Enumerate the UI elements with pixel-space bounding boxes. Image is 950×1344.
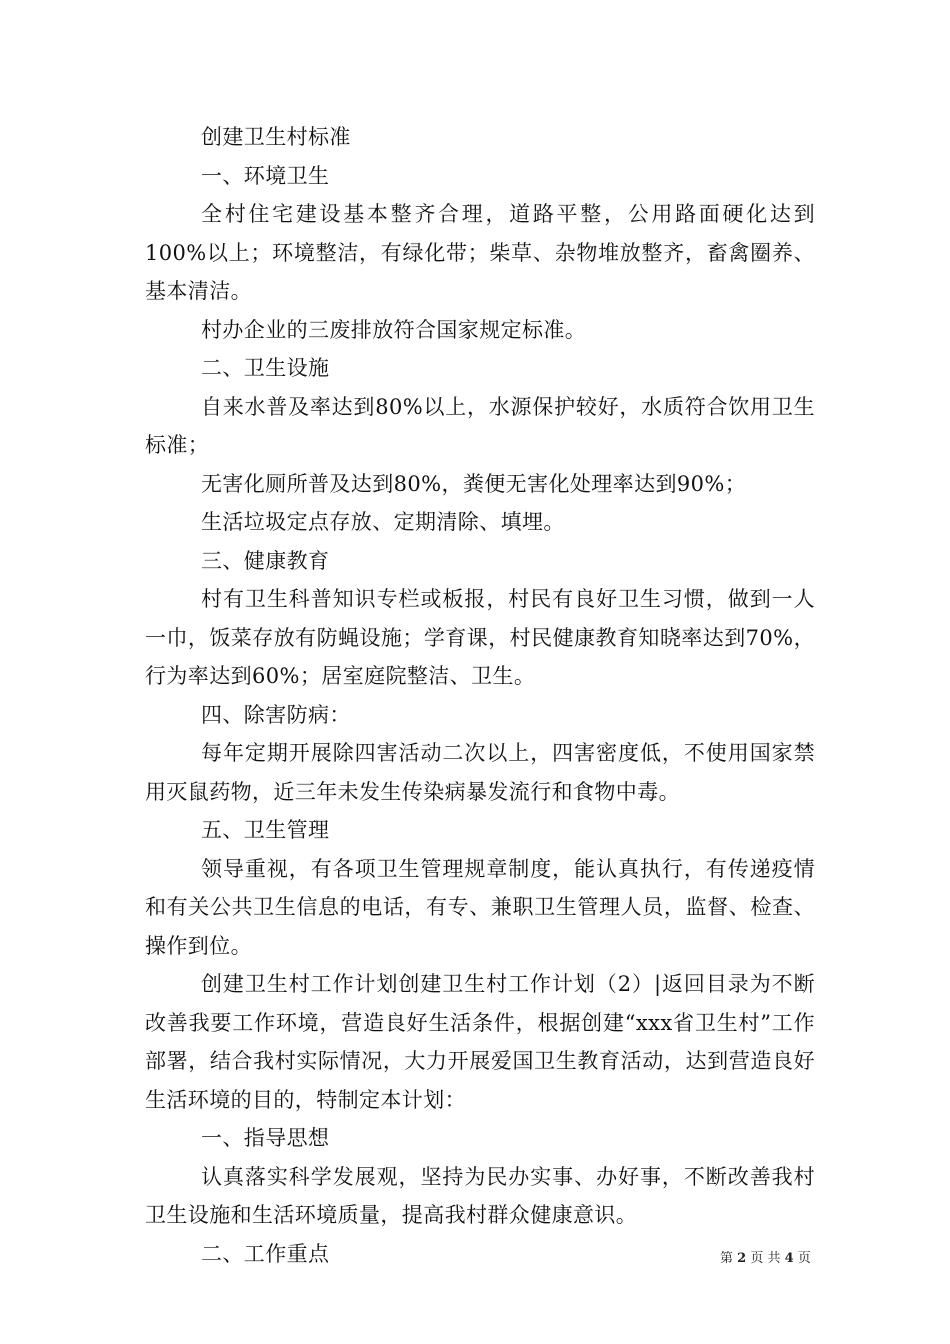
paragraph-work-plan-intro: 创建卫生村工作计划创建卫生村工作计划（2）|返回目录为不断改善我要工作环境，营造良好生活条件，根据创建“xxx省卫生村”工作部署，结合我村实际情况，大力开展爱国卫生教育活动，达到营造良好生活环境的目的，特制定本计划： (145, 972, 815, 1112)
section-heading-environment: 一、环境卫生 (201, 163, 330, 188)
section-heading-guiding-ideology: 一、指导思想 (201, 1126, 330, 1150)
paragraph-garbage: 生活垃圾定点存放、定期清除、填埋。 (201, 510, 565, 534)
page-number-footer (720, 1247, 811, 1266)
paragraph-pest-control: 每年定期开展除四害活动二次以上，四害密度低，不使用国家禁用灭鼠药物，近三年未发生传染病暴发流行和食物中毒。 (145, 741, 815, 804)
paragraph-health-education: 村有卫生科普知识专栏或板报，村民有良好卫生习惯，做到一人一巾，饭菜存放有防蝇设施；学育课，村民健康教育知晓率达到70%，行为率达到60%；居室庭院整洁、卫生。 (145, 587, 815, 688)
section-heading-work-focus: 二、工作重点 (201, 1241, 330, 1266)
paragraph-water-supply: 自来水普及率达到80%以上，水源保护较好，水质符合饮用卫生标准； (145, 394, 815, 457)
section-heading-facilities: 二、卫生设施 (201, 356, 330, 380)
footer-prefix: 第 (720, 1251, 734, 1266)
section-heading-pest-control: 四、除害防病： (201, 702, 351, 727)
paragraph-enterprise-waste: 村办企业的三废排放符合国家规定标准。 (201, 317, 587, 342)
footer-middle: 页 共 (750, 1251, 781, 1266)
section-heading-management: 五、卫生管理 (201, 818, 330, 842)
section-heading-health-education: 三、健康教育 (201, 548, 330, 573)
paragraph-environment-standard: 全村住宅建设基本整齐合理，道路平整，公用路面硬化达到100%以上；环境整洁，有绿化带；柴草、杂物堆放整齐，畜禽圈养、基本清洁。 (145, 202, 815, 303)
document-body (145, 118, 815, 1273)
paragraph-guiding-ideology: 认真落实科学发展观，坚持为民办实事、办好事，不断改善我村卫生设施和生活环境质量，提高我村群众健康意识。 (145, 1164, 815, 1227)
paragraph-toilets: 无害化厕所普及达到80%，粪便无害化处理率达到90%； (201, 471, 747, 496)
total-page-number: 4 (784, 1251, 794, 1266)
current-page-number: 2 (737, 1251, 747, 1266)
paragraph-management: 领导重视，有各项卫生管理规章制度，能认真执行，有传递疫情和有关公共卫生信息的电话，有专、兼职卫生管理人员，监督、检查、操作到位。 (145, 856, 815, 958)
document-title: 创建卫生村标准 (201, 125, 351, 149)
footer-suffix: 页 (797, 1251, 811, 1266)
